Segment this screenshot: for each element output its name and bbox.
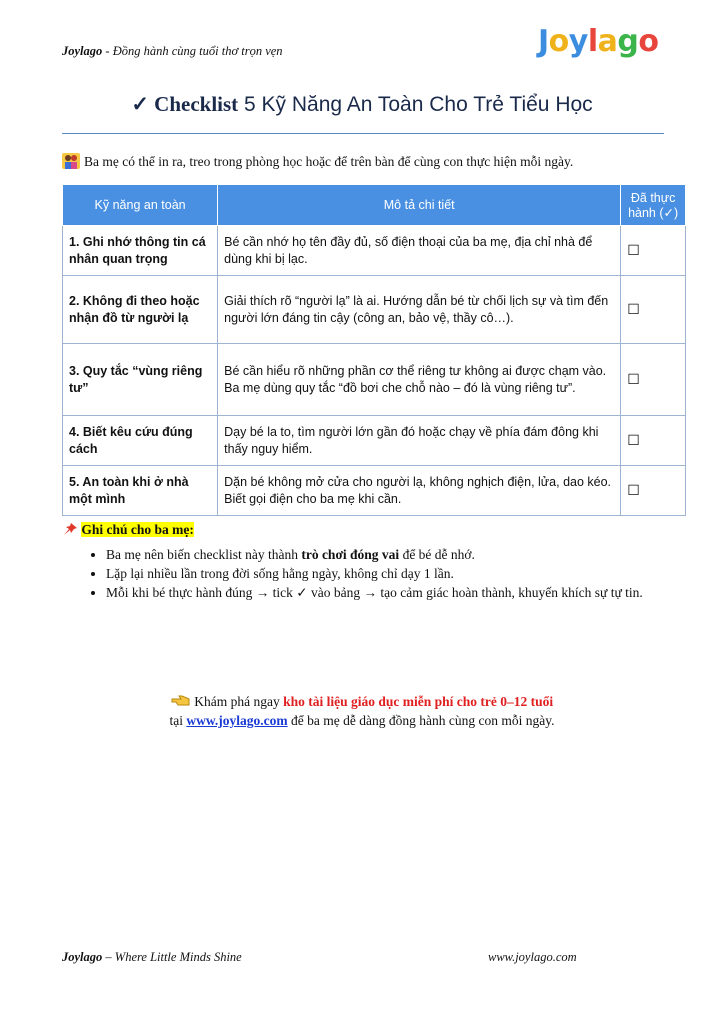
pushpin-icon [62,522,78,536]
practiced-checkbox[interactable]: ☐ [621,466,686,516]
note-text: Mỗi khi bé thực hành đúng → tick ✓ vào bảng → tạo cảm giác hoàn thành, khuyến khích sự tự tin. [106,585,643,600]
logo-letter: a [597,24,618,59]
table-row [63,344,686,416]
list-item [106,565,706,583]
cta-text: Khám phá ngay [194,694,284,709]
cta-text-suffix: để ba mẹ dễ dàng đồng hành cùng con mỗi ngày. [287,713,555,728]
description-cell: Dặn bé không mở cửa cho người lạ, không nghịch điện, lửa, dao kéo. Biết gọi điện cho ba mẹ khi cần. [218,466,621,516]
checklist-table [62,184,686,516]
practiced-checkbox[interactable]: ☐ [621,416,686,466]
logo-letter: o [548,24,569,59]
footer-tagline-text: – Where Little Minds Shine [102,950,242,964]
skill-cell: 5. An toàn khi ở nhà một mình [63,466,218,516]
logo-letter: J [538,24,549,59]
intro-text [62,153,573,170]
table-row [63,466,686,516]
notes-heading [62,522,194,538]
description-cell: Dạy bé la to, tìm người lớn gần đó hoặc chạy về phía đám đông khi thấy nguy hiểm. [218,416,621,466]
logo-letter: g [617,24,639,59]
header-tagline [62,44,283,59]
skill-cell: 4. Biết kêu cứu đúng cách [63,416,218,466]
cta-highlight: kho tài liệu giáo dục miễn phí cho trẻ 0–12 tuổi [283,694,554,709]
note-text-end: để bé dễ nhớ. [399,547,475,562]
description-cell: Giải thích rõ “người lạ” là ai. Hướng dẫn bé từ chối lịch sự và tìm đến người lớn đáng tin cậy (công an, bảo vệ, thầy cô…). [218,276,621,344]
intro-sentence: Ba mẹ có thể in ra, treo trong phòng học hoặc để trên bàn để cùng con thực hiện mỗi ngày. [84,154,574,169]
joylago-logo [538,24,659,59]
header-skill: Kỹ năng an toàn [63,185,218,226]
title-rest: 5 Kỹ Năng An Toàn Cho Trẻ Tiểu Học [238,93,593,116]
call-to-action [0,692,724,730]
note-bold: trò chơi đóng vai [301,547,400,562]
header-description: Mô tả chi tiết [218,185,621,226]
website-link[interactable]: www.joylago.com [186,713,288,728]
logo-letter: o [638,24,659,59]
footer-website: www.joylago.com [488,950,577,964]
notes-heading-text: Ghi chú cho ba mẹ: [81,522,194,537]
logo-letter: l [587,24,598,59]
list-item [106,584,706,602]
header-tagline-text: - Đồng hành cùng tuổi thơ trọn vẹn [102,44,283,58]
note-text: Lặp lại nhiều lần trong đời sống hằng ngày, không chỉ dạy 1 lần. [106,566,454,581]
header-brand: Joylago [62,44,103,58]
page-title [0,92,724,117]
table-row [63,276,686,344]
footer-tagline [62,950,242,965]
title-check-icon: ✓ [131,92,149,116]
cta-line-1 [0,692,724,711]
list-item [106,546,706,564]
note-text: Ba mẹ nên biến checklist này thành [106,547,302,562]
practiced-checkbox[interactable]: ☐ [621,226,686,276]
skill-cell: 1. Ghi nhớ thông tin cá nhân quan trọng [63,226,218,276]
practiced-checkbox[interactable]: ☐ [621,344,686,416]
table-row [63,226,686,276]
skill-cell: 2. Không đi theo hoặc nhận đồ từ người lạ [63,276,218,344]
footer-brand: Joylago [62,950,103,964]
cta-text-prefix: tại [169,713,187,728]
practiced-checkbox[interactable]: ☐ [621,276,686,344]
logo-letter: y [568,24,588,59]
description-cell: Bé cần nhớ họ tên đầy đủ, số điện thoại của ba mẹ, địa chỉ nhà để dùng khi bị lạc. [218,226,621,276]
title-bold: Checklist [154,92,239,116]
header-practiced: Đã thực hành (✓) [621,185,686,226]
table-row [63,416,686,466]
pointing-hand-icon [171,694,191,707]
title-divider [62,133,664,134]
notes-list [62,546,706,603]
table-header-row [63,185,686,226]
description-cell: Bé cần hiểu rõ những phần cơ thể riêng tư không ai được chạm vào. Ba mẹ dùng quy tắc “đồ bơi che chỗ nào – đó là vùng riêng tư”. [218,344,621,416]
cta-line-2 [0,711,724,730]
family-icon [62,153,80,169]
skill-cell: 3. Quy tắc “vùng riêng tư” [63,344,218,416]
